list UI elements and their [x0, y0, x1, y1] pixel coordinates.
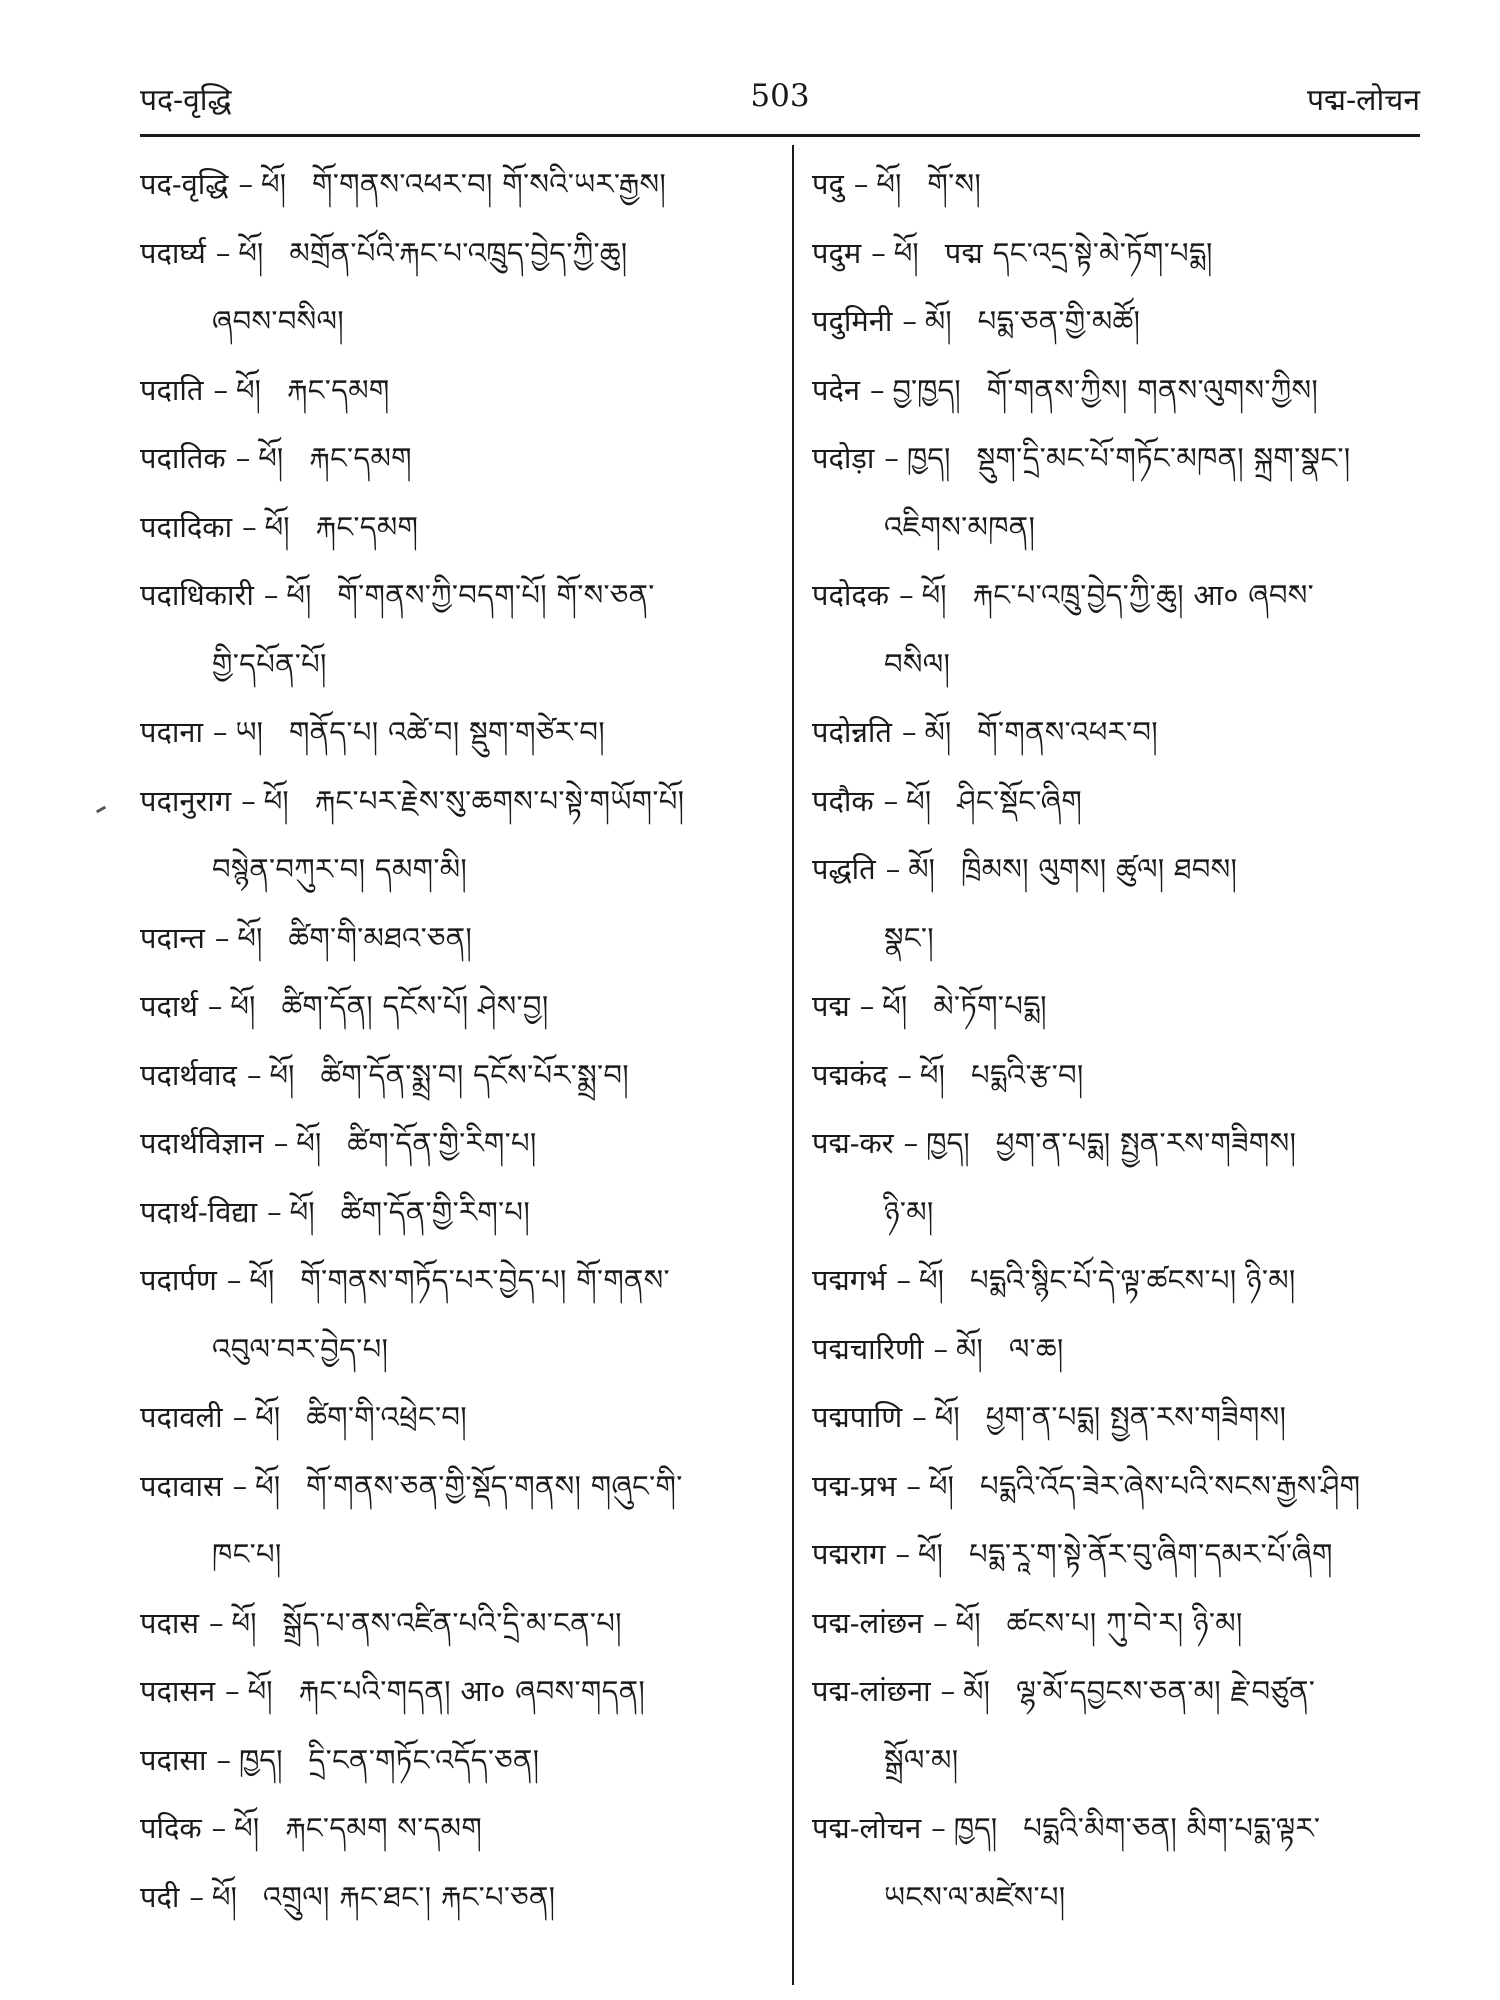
definition: ལ་ཆ།	[1008, 1331, 1064, 1366]
right-guide-word: पद्म-लोचन	[1307, 83, 1420, 118]
dictionary-entry	[812, 1520, 1442, 1589]
part-of-speech: མོ།	[924, 304, 952, 338]
definition: ཚིག་དོན་སྨྲ་བ། དངོས་པོར་སྨྲ་བ།	[320, 1057, 629, 1092]
entry-dash: –	[902, 304, 917, 338]
entry-dash: –	[242, 509, 257, 544]
dictionary-entry	[140, 219, 770, 288]
headword: पदादिका	[140, 509, 233, 544]
entry-dash: –	[933, 1605, 948, 1640]
part-of-speech: ཕོ།	[235, 372, 261, 407]
dictionary-entry	[140, 1794, 770, 1863]
dictionary-entry	[812, 698, 1442, 767]
definition: འགྲུལ། རྐང་ཐང་། རྐང་པ་ཅན།	[262, 1879, 556, 1914]
definition: གོ་གནས་འཕར་བ། གོ་སའི་ཡར་རྒྱས།	[312, 167, 667, 201]
headword: पद्मराग	[812, 1537, 886, 1571]
part-of-speech: ཕོ།	[237, 920, 263, 955]
dictionary-entry	[812, 1246, 1442, 1315]
definition: ཚིག་དོན། དངོས་པོ། ཤེས་བྱ།	[281, 989, 549, 1023]
definition: པདྨའི་རྩ་བ།	[970, 1057, 1084, 1092]
dictionary-entry	[812, 835, 1442, 904]
entry-dash: –	[215, 235, 231, 270]
entry-dash: –	[859, 989, 875, 1023]
definition: རྐང་པར་རྗེས་སུ་ཆགས་པ་སྟེ་གཡོག་པོ།	[314, 783, 685, 818]
definition-continuation: འབུལ་བར་བྱེད་པ།	[212, 1331, 389, 1366]
entry-dash: –	[940, 1674, 956, 1708]
entry-dash: –	[267, 1194, 282, 1229]
headword: पद्म-लोचन	[812, 1811, 922, 1845]
definition: པདྨ་རཱ་ག་སྟེ་ནོར་བུ་ཞིག་དམར་པོ་ཞིག	[968, 1537, 1333, 1571]
definition: མེ་ཏོག་པདྨ།	[933, 989, 1047, 1023]
headword: पदार्थविज्ञान	[140, 1126, 264, 1160]
headword: पद्म	[812, 989, 850, 1023]
headword: पद-वृद्धि	[140, 167, 229, 201]
definition: རྐང་དམག	[315, 509, 419, 544]
definition: पद्म དང་འདྲ་སྟེ་མེ་ཏོག་པདྨ།	[944, 235, 1213, 270]
entry-dash: –	[895, 1537, 910, 1571]
definition: པདྨ་ཅན་གྱི་མཚོ།	[977, 304, 1141, 338]
entry-dash: –	[241, 783, 256, 818]
entry-continuation	[812, 493, 1442, 562]
headword: पदार्थ	[140, 989, 198, 1023]
definition-continuation: བསྙེན་བཀུར་བ། དམག་མི།	[212, 852, 468, 886]
column-divider	[792, 145, 794, 1985]
dictionary-entry	[140, 1589, 770, 1658]
definition: གོ་གནས་ཅན་གྱི་སྡོད་གནས། གཞུང་གི་	[306, 1468, 683, 1503]
part-of-speech: ཕོ།	[230, 989, 256, 1023]
headword: पद्मचारिणी	[812, 1331, 924, 1366]
entry-dash: –	[897, 1057, 912, 1092]
definition: སྡུག་དྲི་མང་པོ་གཏོང་མཁན། སྐྲག་སྣང་།	[976, 441, 1351, 475]
definition-continuation: ཉི་མ།	[884, 1194, 934, 1229]
dictionary-entry	[812, 356, 1442, 425]
part-of-speech: ཡ།	[235, 715, 263, 749]
part-of-speech: ཕོ།	[249, 1263, 275, 1297]
part-of-speech: ཕོ།	[231, 1605, 257, 1640]
dictionary-entry	[140, 424, 770, 493]
entry-dash: –	[883, 783, 899, 818]
headword: पदान्त	[140, 920, 205, 955]
part-of-speech: ཕོ།	[260, 167, 287, 201]
dictionary-entry	[140, 904, 770, 973]
part-of-speech: ཁྱད།	[953, 1811, 998, 1845]
headword: पद्म-लांछन	[812, 1605, 924, 1640]
definition: གོ་གནས་ཀྱིས། གནས་ལུགས་ཀྱིས།	[986, 372, 1319, 407]
dictionary-entry	[140, 1452, 770, 1521]
entry-continuation	[140, 1520, 770, 1589]
definition: རྐང་དམག	[309, 441, 412, 475]
definition: གནོད་པ། འཚེ་བ། སྡུག་གཙེར་བ།	[288, 715, 605, 749]
dictionary-entry	[812, 1383, 1442, 1452]
dictionary-entry	[140, 767, 770, 836]
entry-dash: –	[225, 1674, 240, 1708]
entry-continuation	[812, 630, 1442, 699]
part-of-speech: ཕོ།	[906, 783, 932, 818]
part-of-speech: ཕོ།	[269, 1057, 295, 1092]
headword: पदार्पण	[140, 1263, 217, 1297]
headword: पदानुराग	[140, 783, 232, 818]
dictionary-entry	[812, 424, 1442, 493]
headword: पदार्थवाद	[140, 1057, 237, 1092]
entry-dash: –	[899, 578, 914, 612]
headword: पदासा	[140, 1742, 207, 1777]
dictionary-entry	[812, 287, 1442, 356]
entry-dash: –	[931, 1811, 946, 1845]
dictionary-entry	[812, 150, 1442, 219]
entry-dash: –	[869, 372, 885, 407]
headword: पदार्थ-विद्या	[140, 1194, 258, 1229]
headword: पदोन्नति	[812, 715, 892, 749]
entry-dash: –	[213, 372, 228, 407]
part-of-speech: མོ།	[956, 1331, 983, 1366]
definition: ཚིག་དོན་གྱི་རིག་པ།	[340, 1194, 531, 1229]
part-of-speech: ཕོ།	[289, 1194, 315, 1229]
part-of-speech: ཁྱད།	[239, 1742, 283, 1777]
dictionary-entry	[812, 1315, 1442, 1384]
definition: གོ་གནས་ཀྱི་བདག་པོ། གོ་ས་ཅན་	[337, 578, 655, 612]
dictionary-entry	[140, 1383, 770, 1452]
dictionary-entry	[140, 972, 770, 1041]
definition: ལྷ་མོ་དབྱངས་ཅན་མ། རྗེ་བཙུན་	[1015, 1674, 1316, 1708]
entry-dash: –	[273, 1126, 289, 1160]
definition: གོ་གནས་གཏོད་པར་བྱེད་པ། གོ་གནས་	[300, 1263, 670, 1297]
definition: རྐང་པ་འཁྲུ་བྱེད་ཀྱི་ཆུ། आ० ཞབས་	[972, 578, 1314, 612]
headword: पदाधिकारी	[140, 578, 254, 612]
headword: पदार्घ्य	[140, 235, 206, 270]
dictionary-entry	[812, 1109, 1442, 1178]
entry-continuation	[140, 1315, 770, 1384]
stray-mark	[96, 806, 106, 814]
part-of-speech: ཕོ།	[211, 1879, 237, 1914]
part-of-speech: ཕོ།	[263, 783, 289, 818]
dictionary-entry	[812, 1794, 1442, 1863]
definition-continuation: སྒྲོལ་མ།	[884, 1742, 959, 1777]
entry-dash: –	[246, 1057, 262, 1092]
entry-continuation	[140, 287, 770, 356]
definition: གོ་གནས་འཕར་བ།	[977, 715, 1158, 749]
headword: पदाति	[140, 372, 204, 407]
entry-dash: –	[903, 1126, 919, 1160]
part-of-speech: མོ།	[908, 852, 935, 886]
definition-continuation: འཇིགས་མཁན།	[884, 509, 1036, 544]
part-of-speech: མོ།	[924, 715, 952, 749]
dictionary-entry	[140, 1863, 770, 1932]
definition-continuation: བསིལ།	[884, 646, 951, 681]
definition: ཕྱག་ན་པདྨ། སྤྱན་རས་གཟིགས།	[985, 1400, 1287, 1434]
entry-dash: –	[214, 920, 230, 955]
dictionary-entry	[812, 1041, 1442, 1110]
dictionary-entry	[140, 698, 770, 767]
entry-dash: –	[853, 167, 869, 201]
headword: पदिक	[140, 1811, 202, 1845]
dictionary-entry	[140, 150, 770, 219]
headword: पद्म-लांछना	[812, 1674, 931, 1708]
entry-dash: –	[235, 441, 251, 475]
dictionary-entry	[812, 561, 1442, 630]
dictionary-entry	[140, 1246, 770, 1315]
headword: पद्मपाणि	[812, 1400, 903, 1434]
part-of-speech: ཕོ།	[918, 1263, 944, 1297]
entry-dash: –	[189, 1879, 204, 1914]
entry-dash: –	[896, 1263, 911, 1297]
part-of-speech: ཕོ།	[255, 1400, 281, 1434]
entry-dash: –	[232, 1468, 248, 1503]
entry-dash: –	[871, 235, 886, 270]
headword: पद्धति	[812, 852, 876, 886]
part-of-speech: ཕོ།	[934, 1400, 960, 1434]
definition: ཚིག་གི་མཐའ་ཅན།	[288, 920, 473, 955]
headword: पद्मगर्भ	[812, 1263, 887, 1297]
headword: पदौक	[812, 783, 874, 818]
headword: पदेन	[812, 372, 860, 407]
definition: ཤིང་སྡོང་ཞིག	[957, 783, 1083, 818]
part-of-speech: ཕོ།	[258, 441, 284, 475]
part-of-speech: ཕོ།	[921, 578, 947, 612]
definition-continuation: གྱི་དཔོན་པོ།	[212, 646, 327, 681]
definition: ཁྲིམས། ལུགས། ཚུལ། ཐབས།	[960, 852, 1238, 886]
headword: पदातिक	[140, 441, 226, 475]
headword: पदास	[140, 1605, 199, 1640]
headword: पदुमिनी	[812, 304, 893, 338]
part-of-speech: ཕོ།	[876, 167, 902, 201]
entry-dash: –	[906, 1468, 921, 1503]
part-of-speech: ཕོ།	[255, 1468, 281, 1503]
part-of-speech: ཕོ།	[296, 1126, 322, 1160]
definition: ཕྱག་ན་པདྨ། སྤྱན་རས་གཟིགས།	[995, 1126, 1297, 1160]
headword: पदोड़ा	[812, 441, 875, 475]
definition: དྲི་ངན་གཏོང་འདོད་ཅན།	[308, 1742, 540, 1777]
part-of-speech: ཁྱད།	[926, 1126, 970, 1160]
entry-dash: –	[263, 578, 279, 612]
definition-continuation: སྣང་།	[884, 920, 935, 955]
definition-continuation: ཡངས་ལ་མཛེས་པ།	[884, 1879, 1066, 1914]
part-of-speech: ཕོ།	[882, 989, 908, 1023]
entry-dash: –	[213, 715, 228, 749]
part-of-speech: ཕོ།	[238, 235, 264, 270]
part-of-speech: ཕོ།	[928, 1468, 954, 1503]
part-of-speech: ཕོ།	[234, 1811, 260, 1845]
part-of-speech: བྱ་ཁྱད།	[892, 372, 961, 407]
part-of-speech: ཕོ།	[264, 509, 290, 544]
right-column	[812, 150, 1442, 1931]
dictionary-entry	[140, 1178, 770, 1247]
definition: གོ་ས།	[927, 167, 982, 201]
entry-dash: –	[226, 1263, 242, 1297]
entry-dash: –	[209, 1605, 224, 1640]
headword: पदावली	[140, 1400, 223, 1434]
dictionary-entry	[812, 1657, 1442, 1726]
entry-dash: –	[884, 441, 899, 475]
definition: རྐང་པའི་གདན། आ० ཞབས་གདན།	[298, 1674, 646, 1708]
definition-continuation: ཞབས་བསིལ།	[212, 304, 345, 338]
part-of-speech: ཕོ།	[286, 578, 312, 612]
entry-dash: –	[238, 167, 253, 201]
dictionary-entry	[140, 1726, 770, 1795]
left-column	[140, 150, 770, 1931]
entry-continuation	[812, 1863, 1442, 1932]
entry-dash: –	[232, 1400, 248, 1434]
definition: རྐང་དམག	[286, 372, 390, 407]
part-of-speech: ཕོ།	[917, 1537, 943, 1571]
dictionary-entry	[140, 1109, 770, 1178]
page-header	[140, 78, 1420, 137]
dictionary-entry	[812, 1589, 1442, 1658]
definition: པདྨའི་མིག་ཅན། མིག་པདྨ་ལྟར་	[1023, 1811, 1321, 1845]
entry-continuation	[812, 1178, 1442, 1247]
part-of-speech: ཕོ།	[247, 1674, 273, 1708]
headword: पद्मकंद	[812, 1057, 888, 1092]
entry-continuation	[140, 630, 770, 699]
headword: पद्म-प्रभ	[812, 1468, 897, 1503]
dictionary-entry	[140, 1657, 770, 1726]
definition: རྐང་དམག ས་དམག	[285, 1811, 483, 1845]
entry-dash: –	[901, 715, 917, 749]
headword: पदावास	[140, 1468, 223, 1503]
headword: पदु	[812, 167, 844, 201]
part-of-speech: ཕོ།	[893, 235, 919, 270]
definition-continuation: ཁང་པ།	[212, 1537, 282, 1571]
dictionary-entry	[140, 493, 770, 562]
headword: पदाना	[140, 715, 203, 749]
entry-dash: –	[912, 1400, 927, 1434]
part-of-speech: མོ།	[963, 1674, 990, 1708]
part-of-speech: ཁྱད།	[906, 441, 951, 475]
dictionary-entry	[812, 1452, 1442, 1521]
entry-dash: –	[885, 852, 901, 886]
definition: ཚིག་གི་འཕྲེང་བ།	[306, 1400, 468, 1434]
page-number: 503	[750, 78, 810, 114]
dictionary-entry	[140, 1041, 770, 1110]
dictionary-entry	[140, 356, 770, 425]
dictionary-entry	[812, 972, 1442, 1041]
definition: ཚིག་དོན་གྱི་རིག་པ།	[347, 1126, 537, 1160]
dictionary-entry	[812, 219, 1442, 288]
headword: पदोदक	[812, 578, 890, 612]
dictionary-entry	[812, 767, 1442, 836]
entry-dash: –	[216, 1742, 231, 1777]
headword: पदासन	[140, 1674, 216, 1708]
headword: पदुम	[812, 235, 862, 270]
entry-continuation	[812, 1726, 1442, 1795]
entry-continuation	[812, 904, 1442, 973]
left-guide-word: पद-वृद्धि	[140, 83, 232, 118]
dictionary-entry	[140, 561, 770, 630]
definition: སྒྲོད་པ་ནས་འཛིན་པའི་དྲི་མ་ངན་པ།	[282, 1605, 622, 1640]
part-of-speech: ཕོ།	[919, 1057, 945, 1092]
headword: पदी	[140, 1879, 180, 1914]
definition: ཚངས་པ། ཀུ་བེ་ར། ཉི་མ།	[1006, 1605, 1243, 1640]
definition: པདྨའི་སྙིང་པོ་དེ་ལྟ་ཚངས་པ། ཉི་མ།	[969, 1263, 1296, 1297]
headword: पद्म-कर	[812, 1126, 894, 1160]
entry-dash: –	[207, 989, 223, 1023]
definition: མགྲོན་པོའི་རྐང་པ་འཁྲུད་བྱེད་ཀྱི་ཆུ།	[289, 235, 628, 270]
entry-continuation	[140, 835, 770, 904]
entry-dash: –	[211, 1811, 227, 1845]
part-of-speech: ཕོ།	[955, 1605, 981, 1640]
definition: པདྨའི་འོད་ཟེར་ཞེས་པའི་སངས་རྒྱས་ཤིག	[979, 1468, 1361, 1503]
entry-dash: –	[933, 1331, 949, 1366]
